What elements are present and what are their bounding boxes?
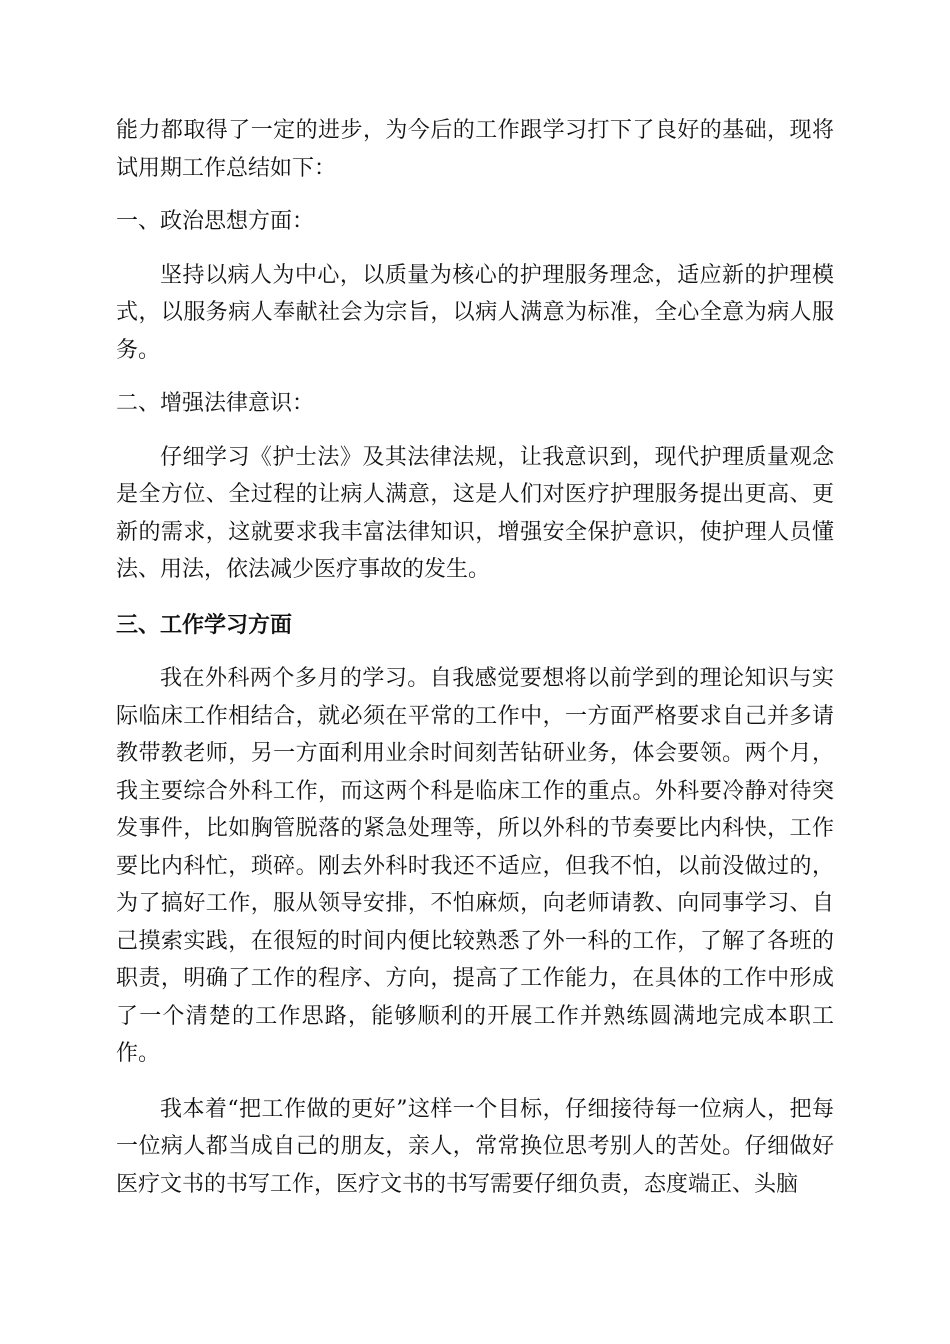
document-page xyxy=(116,112,834,1203)
section3-body-1: 我在外科两个多月的学习。自我感觉要想将以前学到的理论知识与实际临床工作相结合，就必须在平常的工作中，一方面严格要求自己并多请教带教老师，另一方面利用业余时间刻苦钻研业务，体会要领。两个月，我主要综合外科工作，而这两个科是临床工作的重点。外科要冷静对待突发事件，比如胸管脱落的紧急处理等，所以外科的节奏要比内科快，工作要比内科忙，琐碎。刚去外科时我还不适应，但我不怕，以前没做过的，为了搞好工作，服从领导安排，不怕麻烦，向老师请教、向同事学习、自己摸索实践，在很短的时间内便比较熟悉了外一科的工作，了解了各班的职责，明确了工作的程序、方向，提高了工作能力，在具体的工作中形成了一个清楚的工作思路，能够顺利的开展工作并熟练圆满地完成本职工作。 xyxy=(116,666,834,1066)
section2-heading: 二、增强法律意识： xyxy=(116,391,315,416)
section3-body-2: 我本着“把工作做的更好”这样一个目标，仔细接待每一位病人，把每一位病人都当成自己的朋友，亲人，常常换位思考别人的苦处。仔细做好医疗文书的书写工作，医疗文书的书写需要仔细负责，态度端正、头脑 xyxy=(116,1096,834,1197)
section1-heading: 一、政治思想方面： xyxy=(116,209,315,234)
section3-heading: 三、工作学习方面 xyxy=(116,611,293,638)
section2-body: 仔细学习《护士法》及其法律法规，让我意识到，现代护理质量观念是全方位、全过程的让病人满意，这是人们对医疗护理服务提出更高、更新的需求，这就要求我丰富法律知识，增强安全保护意识，使护理人员懂法、用法，依法减少医疗事故的发生。 xyxy=(116,444,834,582)
intro-paragraph: 能力都取得了一定的进步，为今后的工作跟学习打下了良好的基础，现将试用期工作总结如下： xyxy=(116,118,834,181)
section1-body: 坚持以病人为中心，以质量为核心的护理服务理念，适应新的护理模式，以服务病人奉献社会为宗旨，以病人满意为标准，全心全意为病人服务。 xyxy=(116,262,834,363)
